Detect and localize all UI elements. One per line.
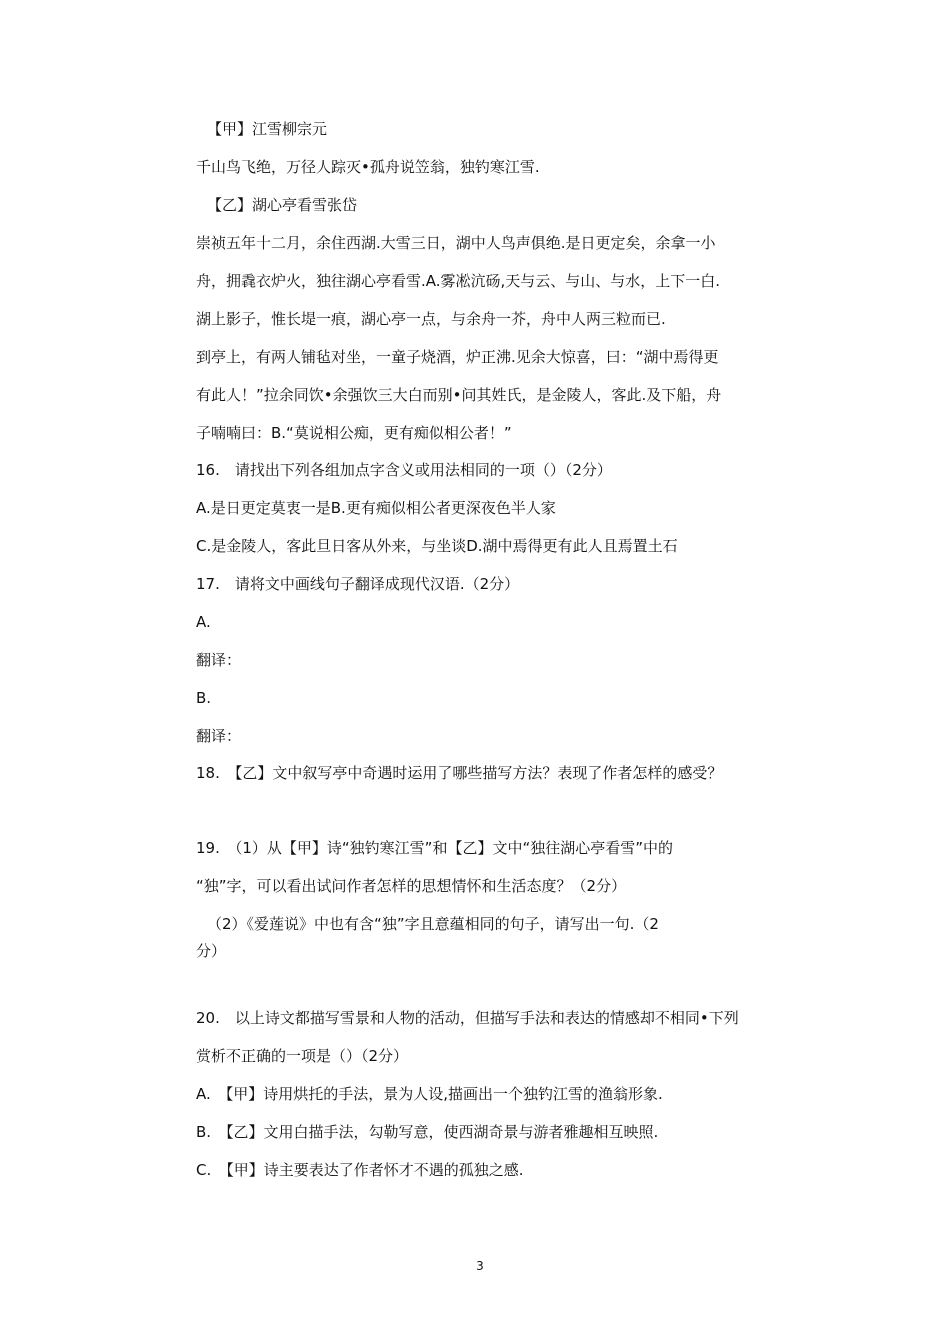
poem-text: 千山鸟飞绝，万径人踪灭•孤舟说笠翁，独钓寒江雪. <box>196 158 540 176</box>
question-16-option: A.是日更定莫衷一是B.更有痴似相公者更深夜色半人家 <box>196 499 556 517</box>
question-17: 17. 请将文中画线句子翻译成现代汉语.（2分） <box>196 575 520 593</box>
question-19-line: 分） <box>196 942 227 960</box>
essay-line: 湖上影子，惟长堤一痕，湖心亭一点，与余舟一芥，舟中人两三粒而已. <box>196 310 666 328</box>
question-19: 19. （1）从【甲】诗“独钓寒江雪”和【乙】文中“独往湖心亭看雪”中的 <box>196 839 673 857</box>
translation-label: 翻译： <box>196 651 242 669</box>
question-18: 18. 【乙】文中叙写亭中奇遇时运用了哪些描写方法？表现了作者怎样的感受？ <box>196 764 723 782</box>
question-16: 16. 请找出下列各组加点字含义或用法相同的一项（）（2分） <box>196 461 612 479</box>
question-20-line: 赏析不正确的一项是（）（2分） <box>196 1047 409 1065</box>
poem-title-jia: 【甲】江雪柳宗元 <box>207 120 328 138</box>
essay-line: 到亭上，有两人铺毡对坐，一童子烧酒，炉正沸.见余大惊喜，曰：“湖中焉得更 <box>196 348 719 366</box>
question-19-line: “独”字，可以看出试问作者怎样的思想情怀和生活态度？（2分） <box>196 877 627 895</box>
question-20-option-a: A. 【甲】诗用烘托的手法，景为人设,描画出一个独钓江雪的渔翁形象. <box>196 1085 663 1103</box>
essay-line: 有此人！”拉余同饮•余强饮三大白而别•问其姓氏，是金陵人，客此.及下船，舟 <box>196 386 722 404</box>
essay-line: 崇祯五年十二月，余住西湖.大雪三日，湖中人鸟声俱绝.是日更定矣，余拿一小 <box>196 234 716 252</box>
page-number: 3 <box>476 1259 484 1273</box>
question-16-option: C.是金陵人，客此旦日客从外来，与坐谈D.湖中焉得更有此人且焉置土石 <box>196 537 678 555</box>
essay-title-yi: 【乙】湖心亭看雪张岱 <box>207 196 358 214</box>
essay-line: 舟，拥毳衣炉火，独往湖心亭看雪.A.雾凇沆砀,天与云、与山、与水，上下一白. <box>196 272 721 290</box>
essay-line: 子喃喃曰：B.“莫说相公痴，更有痴似相公者！” <box>196 424 512 442</box>
question-20: 20. 以上诗文都描写雪景和人物的活动，但描写手法和表达的情感却不相同•下列 <box>196 1009 739 1027</box>
question-20-option-c: C. 【甲】诗主要表达了作者怀才不遇的孤独之感. <box>196 1161 524 1179</box>
translation-label: 翻译： <box>196 727 242 745</box>
question-17-label-b: B. <box>196 689 212 707</box>
question-17-label-a: A. <box>196 613 211 631</box>
question-20-option-b: B. 【乙】文用白描手法，勾勒写意，使西湖奇景与游者雅趣相互映照. <box>196 1123 659 1141</box>
question-19-part-2: （2）《爱莲说》中也有含“独”字且意蕴相同的句子，请写出一句.（2 <box>207 915 659 933</box>
